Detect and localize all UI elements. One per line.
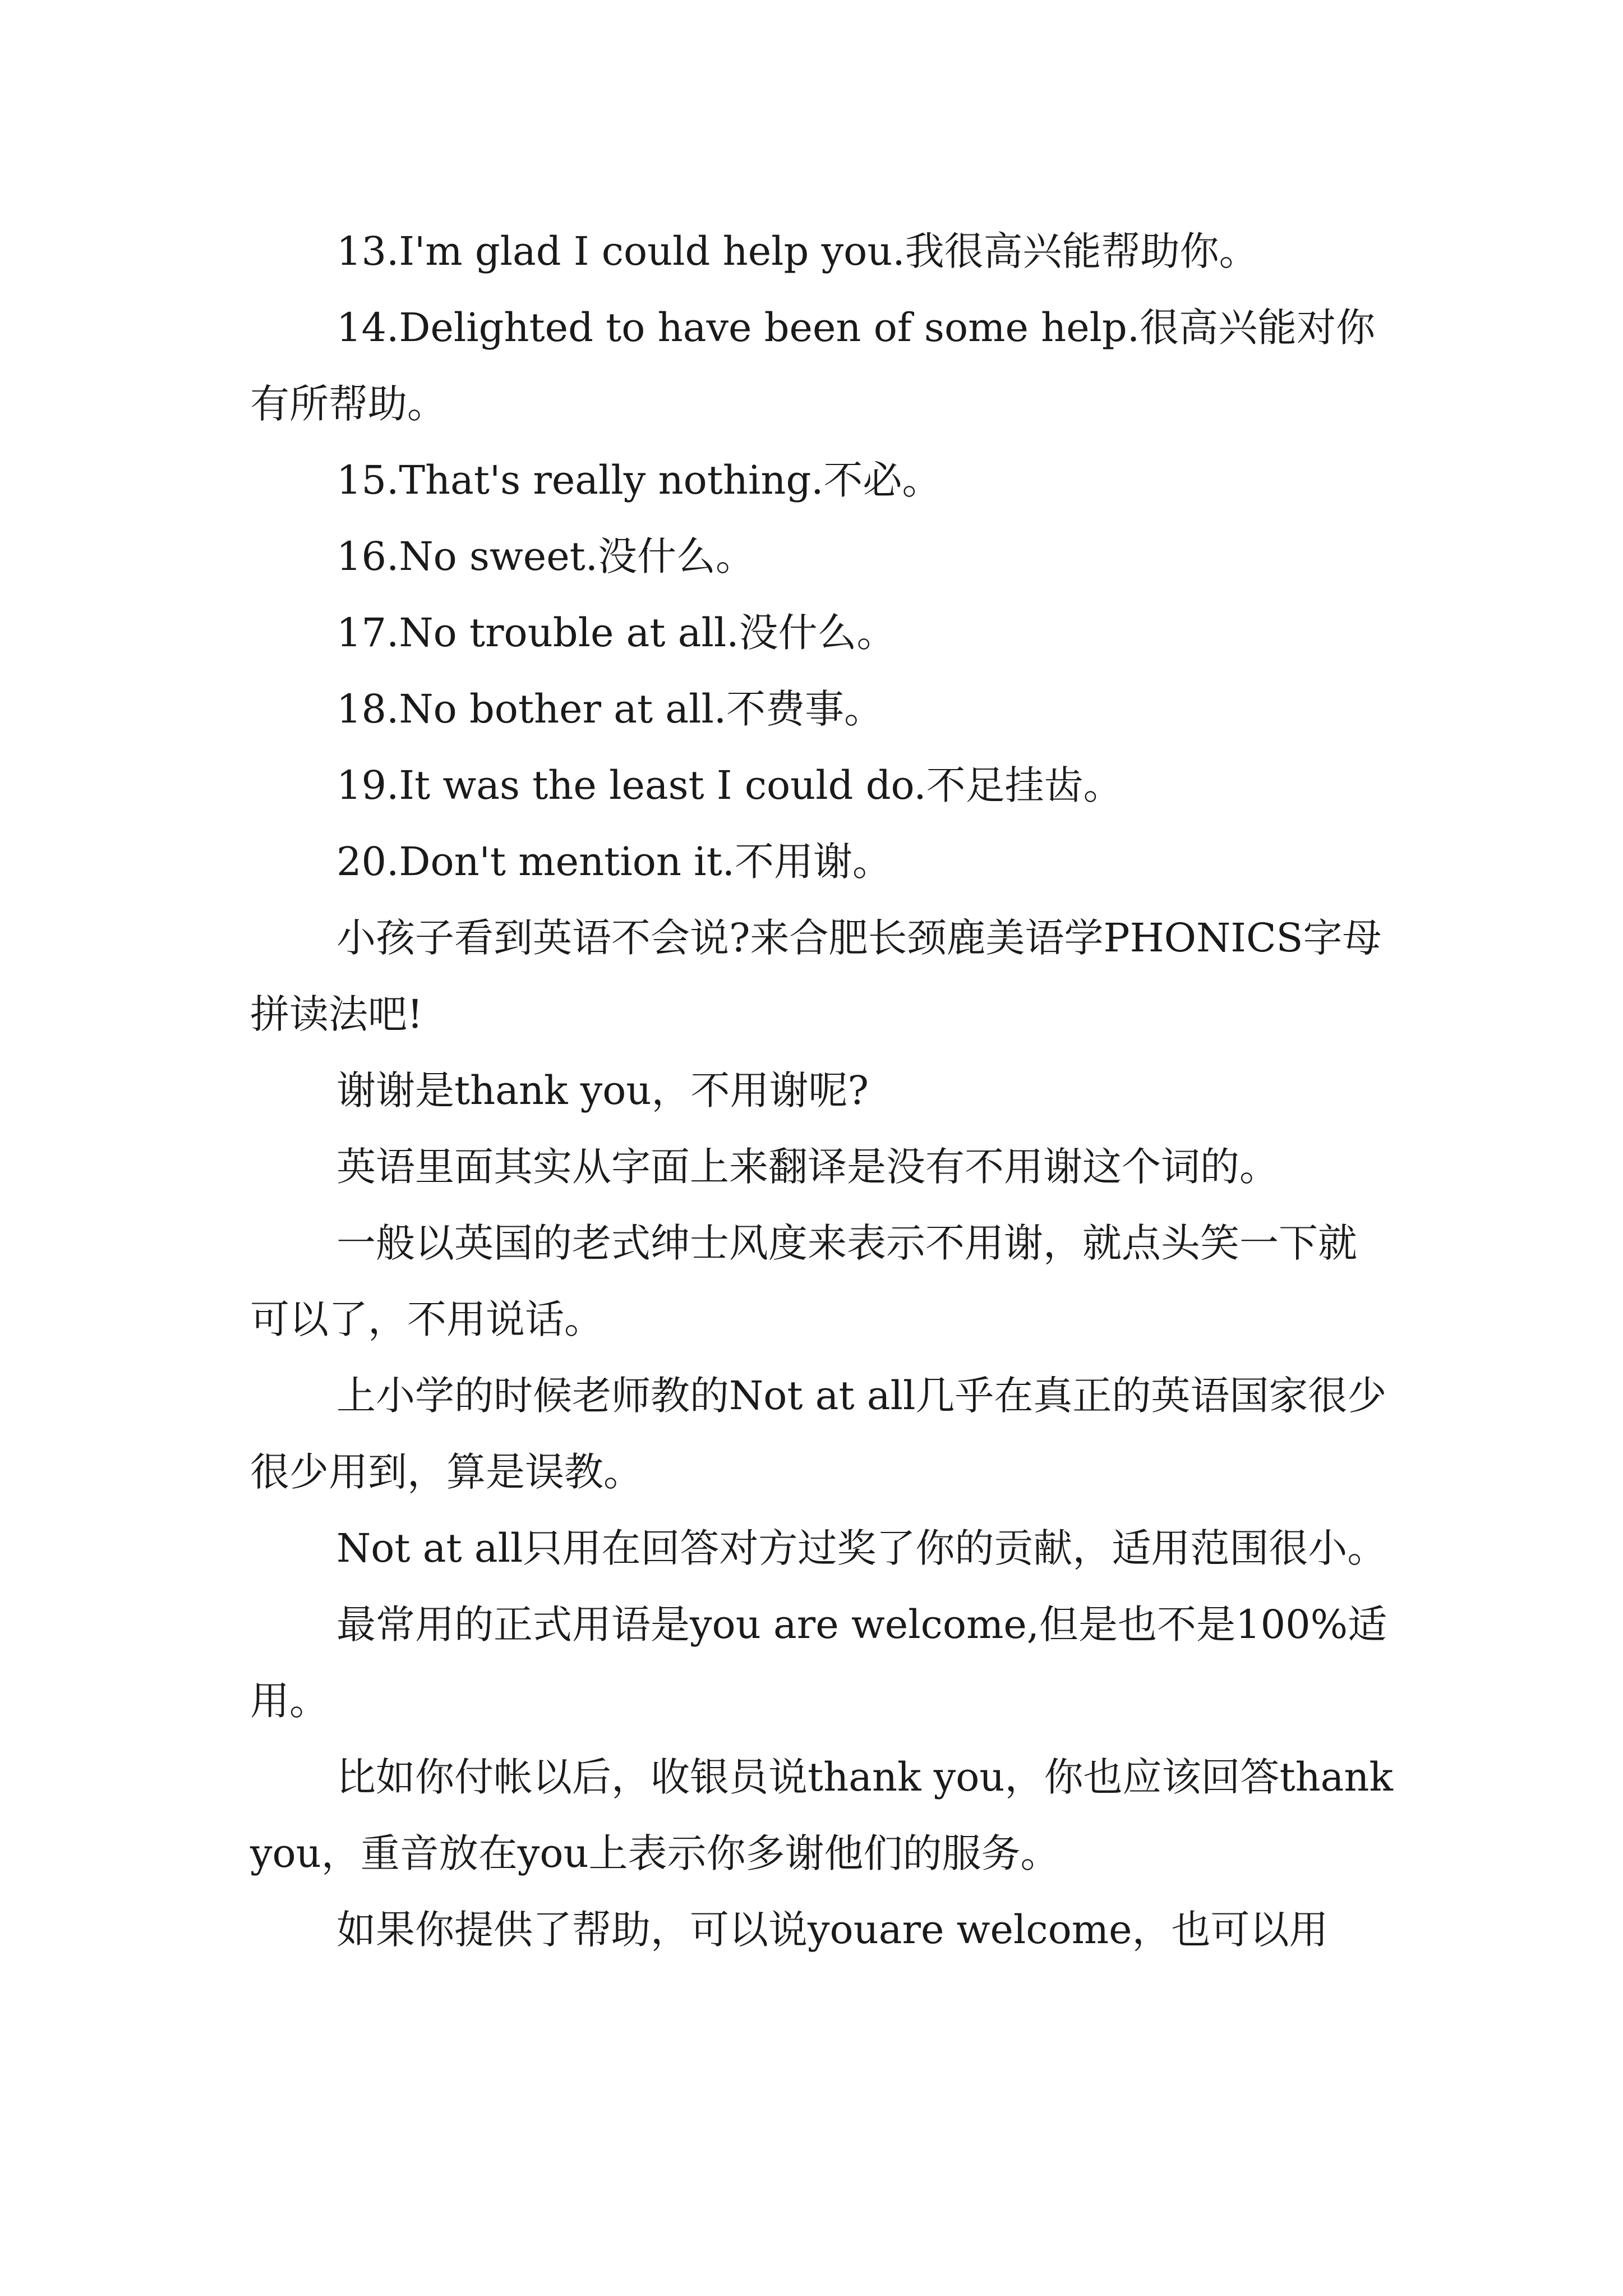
paragraph-offer-help: 如果你提供了帮助，可以说youare welcome，也可以用: [336, 1907, 1329, 1953]
paragraph-18: 18.No bother at all.不费事。: [336, 686, 884, 732]
paragraph-16: 16.No sweet.没什么。: [336, 533, 755, 579]
paragraph-not-at-all-usage: Not at all只用在回答对方过奖了你的贡献，适用范围很小。: [336, 1525, 1387, 1571]
paragraph-17: 17.No trouble at all.没什么。: [336, 610, 896, 656]
paragraph-literal-translation: 英语里面其实从字面上来翻译是没有不用谢这个词的。: [336, 1144, 1279, 1190]
paragraph-13: 13.I'm glad I could help you.我很高兴能帮助你。: [336, 228, 1258, 274]
paragraph-19: 19.It was the least I could do.不足挂齿。: [336, 762, 1123, 808]
paragraph-thank-you: 谢谢是thank you，不用谢呢?: [336, 1068, 869, 1114]
paragraph-20: 20.Don't mention it.不用谢。: [336, 839, 892, 885]
paragraph-phonics-ad: 小孩子看到英语不会说?来合肥长颈鹿美语学PHONICS字母拼读法吧!: [250, 915, 1382, 1037]
paragraph-14: 14.Delighted to have been of some help.很高兴能对你有所帮助。: [250, 305, 1376, 427]
paragraph-you-are-welcome: 最常用的正式用语是you are welcome,但是也不是100%适用。: [250, 1602, 1387, 1724]
document-body: [250, 213, 1394, 1968]
paragraph-not-at-all: 上小学的时候老师教的Not at all几乎在真正的英语国家很少很少用到，算是误教。: [250, 1373, 1387, 1495]
paragraph-15: 15.That's really nothing.不必。: [336, 457, 942, 503]
paragraph-british-manner: 一般以英国的老式绅士风度来表示不用谢，就点头笑一下就可以了，不用说话。: [250, 1220, 1357, 1342]
paragraph-cashier-example: 比如你付帐以后，收银员说thank you，你也应该回答thank you，重音放在you上表示你多谢他们的服务。: [250, 1754, 1393, 1876]
